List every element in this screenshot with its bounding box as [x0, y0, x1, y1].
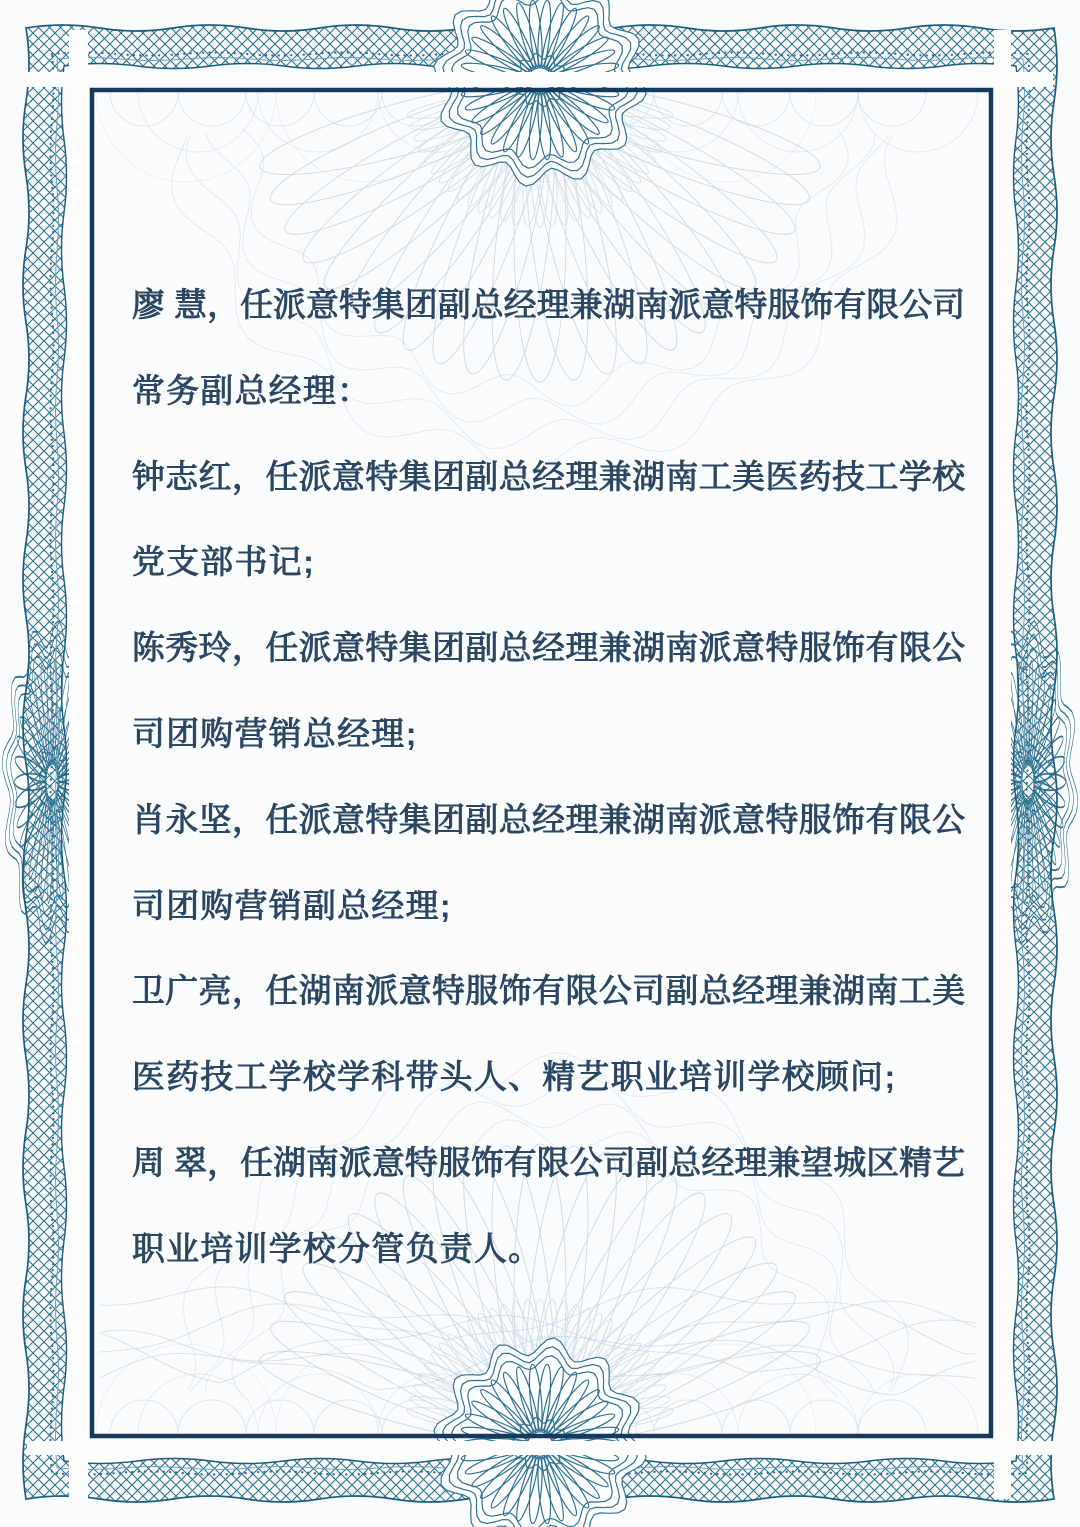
appointment-line: [132, 863, 965, 949]
person-name: 卫广亮，: [132, 972, 266, 1010]
appointment-text: [132, 262, 965, 1292]
appointment-line: [132, 519, 965, 605]
line-text: 司团购营销副总经理;: [132, 886, 453, 924]
appointment-line: [132, 948, 965, 1034]
appointment-line: [132, 1034, 965, 1120]
appointment-line: [132, 434, 965, 520]
appointment-line: [132, 1206, 965, 1292]
line-text: 党支部书记;: [132, 543, 316, 581]
appointment-line: [132, 1120, 965, 1206]
appointment-line: [132, 348, 965, 434]
person-name: 周 翠，: [132, 1143, 241, 1181]
person-name: 肖永坚，: [132, 800, 266, 838]
line-text: 常务副总经理：: [132, 371, 372, 409]
appointment-line: [132, 605, 965, 691]
line-text: 职业培训学校分管负责人。: [132, 1229, 543, 1267]
appointment-line: [132, 777, 965, 863]
appointment-line: [132, 262, 965, 348]
line-text: 医药技工学校学科带头人、精艺职业培训学校顾问;: [132, 1058, 897, 1096]
line-text: 任派意特集团副总经理兼湖南工美医药技工学校: [265, 457, 966, 495]
line-text: 任派意特集团副总经理兼湖南派意特服饰有限公: [265, 800, 966, 838]
line-text: 司团购营销总经理;: [132, 714, 418, 752]
person-name: 陈秀玲，: [132, 629, 266, 667]
line-text: 任湖南派意特服饰有限公司副总经理兼望城区精艺: [240, 1143, 965, 1181]
line-text: 任湖南派意特服饰有限公司副总经理兼湖南工美: [265, 972, 966, 1010]
line-text: 任派意特集团副总经理兼湖南派意特服饰有限公司: [240, 286, 965, 323]
appointment-line: [132, 691, 965, 777]
line-text: 任派意特集团副总经理兼湖南派意特服饰有限公: [265, 629, 966, 667]
person-name: 廖 慧，: [132, 286, 241, 323]
person-name: 钟志红，: [132, 457, 266, 495]
